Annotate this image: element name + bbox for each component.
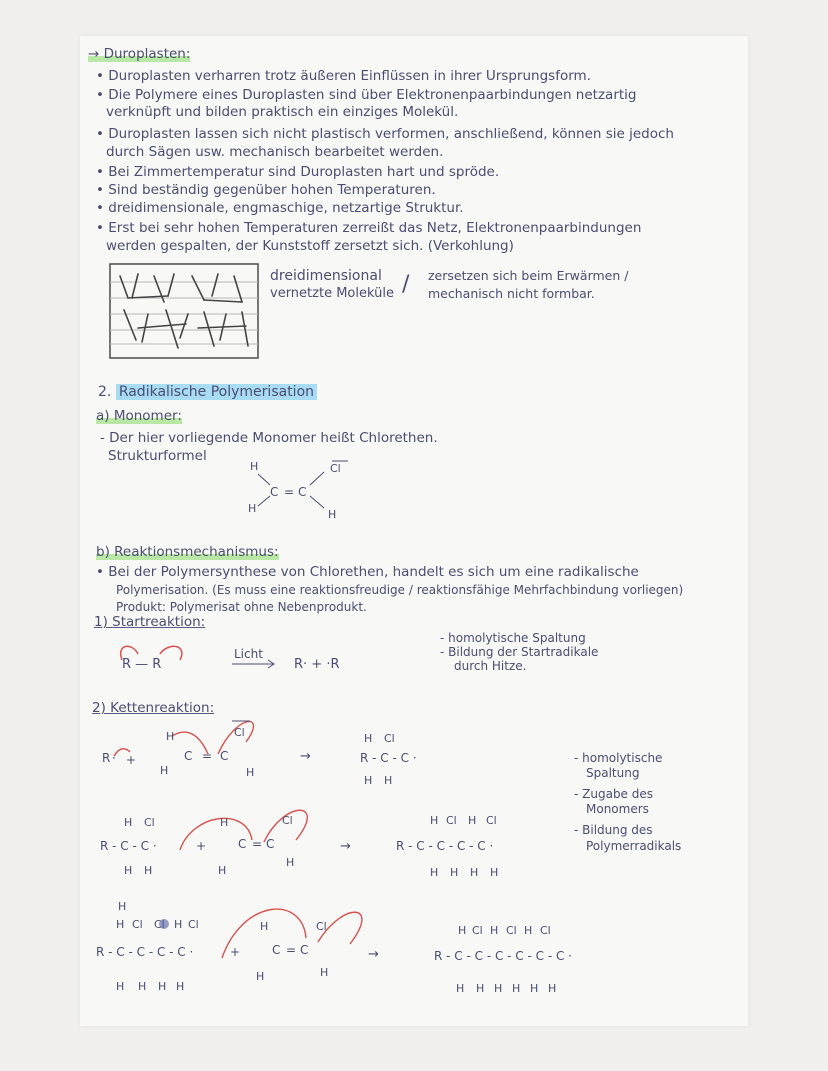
section2-title: 2. Radikalische Polymerisation [98, 384, 317, 400]
bullet-7: • Erst bei sehr hohen Temperaturen zerreißt das Netz, Elektronenpaarbindungen [96, 220, 642, 236]
caption-left-1: dreidimensional [270, 268, 382, 284]
svg-text:H: H [456, 982, 465, 995]
svg-text:H: H [548, 982, 557, 995]
svg-text:·: · [112, 751, 116, 765]
svg-text:H: H [450, 866, 459, 879]
svg-text:+: + [126, 753, 137, 767]
svg-text:H: H [138, 980, 147, 993]
svg-text:Cl: Cl [144, 816, 155, 829]
chain-note-4: Monomers [586, 802, 649, 816]
svg-text:H: H [246, 766, 255, 779]
mech-line3: Produkt: Polymerisat ohne Nebenprodukt. [116, 600, 367, 614]
network-structure-diagram [108, 262, 260, 360]
chain-reaction-step-1 [96, 712, 476, 796]
bullet-2: • Die Polymere eines Duroplasten sind über Elektronenpaarbindungen netzartig [96, 87, 637, 103]
svg-text:R - C - C - C - C ·: R - C - C - C - C · [396, 839, 494, 853]
bullet-6: • dreidimensionale, engmaschige, netzartige Struktur. [96, 200, 464, 216]
svg-text:C: C [298, 485, 307, 499]
svg-text:Licht: Licht [234, 647, 263, 661]
svg-text:H: H [384, 774, 393, 787]
svg-text:H: H [248, 502, 257, 515]
svg-text:C: C [272, 943, 281, 957]
chlorethen-structure [240, 456, 370, 522]
svg-text:C: C [184, 749, 193, 763]
svg-text:H: H [116, 980, 125, 993]
bullet-5: • Sind beständig gegenüber hohen Temperaturen. [96, 182, 436, 198]
svg-text:H: H [160, 764, 169, 777]
svg-text:H: H [124, 864, 133, 877]
svg-text:Cl: Cl [282, 814, 293, 827]
svg-text:C: C [238, 837, 247, 851]
svg-text:R - C - C ·: R - C - C · [100, 839, 157, 853]
svg-text:H: H [512, 982, 521, 995]
svg-text:=: = [284, 485, 295, 499]
svg-text:Cl: Cl [486, 814, 497, 827]
svg-text:R· + ·R: R· + ·R [294, 657, 340, 672]
svg-text:+: + [196, 839, 207, 853]
svg-text:R - C - C - C - C ·: R - C - C - C - C · [96, 945, 194, 959]
bullet-4: • Bei Zimmertemperatur sind Duroplasten hart und spröde. [96, 164, 500, 180]
svg-text:H: H [490, 924, 499, 937]
svg-text:H: H [166, 730, 175, 743]
monomer-label: a) Monomer: [96, 408, 182, 424]
svg-text:H: H [320, 966, 329, 979]
mech-line1: • Bei der Polymersynthese von Chlorethen, handelt es sich um eine radikalische [96, 564, 639, 580]
svg-text:Cl: Cl [384, 732, 395, 745]
svg-text:H: H [144, 864, 153, 877]
monomer-line2: Strukturformel [108, 448, 207, 464]
svg-text:→: → [340, 839, 351, 854]
svg-text:=: = [286, 943, 297, 957]
svg-text:Cl: Cl [234, 726, 245, 739]
caption-right-2: mechanisch nicht formbar. [428, 286, 595, 301]
start-reaction [110, 636, 390, 676]
svg-text:=: = [202, 749, 213, 763]
svg-text:Cl: Cl [316, 920, 327, 933]
svg-text:H: H [430, 814, 439, 827]
svg-text:H: H [430, 866, 439, 879]
svg-text:H: H [118, 900, 127, 913]
svg-text:+: + [230, 945, 241, 959]
svg-text:R: R [102, 751, 111, 765]
svg-text:H: H [176, 980, 185, 993]
svg-text:H: H [524, 924, 533, 937]
svg-text:R - C - C ·: R - C - C · [360, 751, 417, 765]
svg-text:H: H [470, 866, 479, 879]
start-note-3: durch Hitze. [454, 659, 527, 673]
chain-note-6: Polymerradikals [586, 839, 682, 853]
chain-note-1: - homolytische [574, 751, 663, 765]
svg-text:R — R: R — R [122, 657, 162, 672]
svg-text:H: H [158, 980, 167, 993]
svg-text:Cl: Cl [188, 918, 199, 931]
svg-text:H: H [364, 732, 373, 745]
svg-text:H: H [458, 924, 467, 937]
bullet-2-cont: verknüpft und bilden praktisch ein einziges Molekül. [106, 104, 459, 120]
chain-label: 2) Kettenreaktion: [92, 700, 215, 716]
svg-text:C: C [300, 943, 309, 957]
svg-text:H: H [256, 970, 265, 983]
caption-separator: / [402, 272, 410, 297]
svg-text:H: H [494, 982, 503, 995]
svg-text:H: H [124, 816, 133, 829]
svg-text:→: → [368, 947, 379, 962]
chain-reaction-step-2 [96, 800, 536, 882]
svg-text:H: H [250, 460, 259, 473]
svg-text:Cl: Cl [446, 814, 457, 827]
duroplasten-heading: → Duroplasten: [88, 46, 191, 62]
svg-text:C: C [266, 837, 275, 851]
svg-text:H: H [220, 816, 229, 829]
svg-text:→: → [300, 749, 311, 764]
svg-text:Cl: Cl [132, 918, 143, 931]
start-note-2: - Bildung der Startradikale [440, 645, 599, 659]
svg-text:Cl: Cl [506, 924, 517, 937]
chain-note-5: - Bildung des [574, 823, 653, 837]
svg-text:C: C [220, 749, 229, 763]
start-label: 1) Startreaktion: [94, 614, 206, 630]
chain-reaction-step-3 [92, 894, 592, 1000]
monomer-line1: - Der hier vorliegende Monomer heißt Chlorethen. [100, 430, 438, 446]
mech-line2: Polymerisation. (Es muss eine reaktionsfreudige / reaktionsfähige Mehrfachbindung vorliegen) [116, 583, 684, 597]
svg-text:H: H [490, 866, 499, 879]
svg-text:H: H [260, 920, 269, 933]
svg-text:Cl: Cl [472, 924, 483, 937]
svg-text:Cl: Cl [154, 918, 165, 931]
svg-text:Cl: Cl [540, 924, 551, 937]
bullet-7-cont: werden gespalten, der Kunststoff zersetzt sich. (Verkohlung) [106, 238, 514, 254]
svg-text:=: = [252, 837, 263, 851]
caption-left-2: vernetzte Moleküle [270, 286, 394, 301]
bullet-3-cont: durch Sägen usw. mechanisch bearbeitet werden. [106, 144, 444, 160]
svg-text:H: H [116, 918, 125, 931]
chain-note-3: - Zugabe des [574, 787, 654, 801]
svg-text:C: C [270, 485, 279, 499]
svg-text:H: H [468, 814, 477, 827]
svg-text:H: H [476, 982, 485, 995]
svg-text:R - C - C - C - C - C - C ·: R - C - C - C - C - C - C · [434, 949, 572, 963]
svg-text:H: H [286, 856, 295, 869]
bullet-1: • Duroplasten verharren trotz äußeren Einflüssen in ihrer Ursprungsform. [96, 68, 591, 84]
caption-right-1: zersetzen sich beim Erwärmen / [428, 268, 629, 283]
chain-note-2: Spaltung [586, 766, 640, 780]
bullet-3: • Duroplasten lassen sich nicht plastisch verformen, anschließend, können sie jedoch [96, 126, 674, 142]
svg-text:H: H [218, 864, 227, 877]
svg-text:H: H [174, 918, 183, 931]
start-note-1: - homolytische Spaltung [440, 631, 586, 645]
svg-text:Cl: Cl [330, 462, 341, 475]
mech-label: b) Reaktionsmechanismus: [96, 544, 279, 560]
svg-text:H: H [364, 774, 373, 787]
svg-text:H: H [530, 982, 539, 995]
svg-text:H: H [328, 508, 337, 521]
